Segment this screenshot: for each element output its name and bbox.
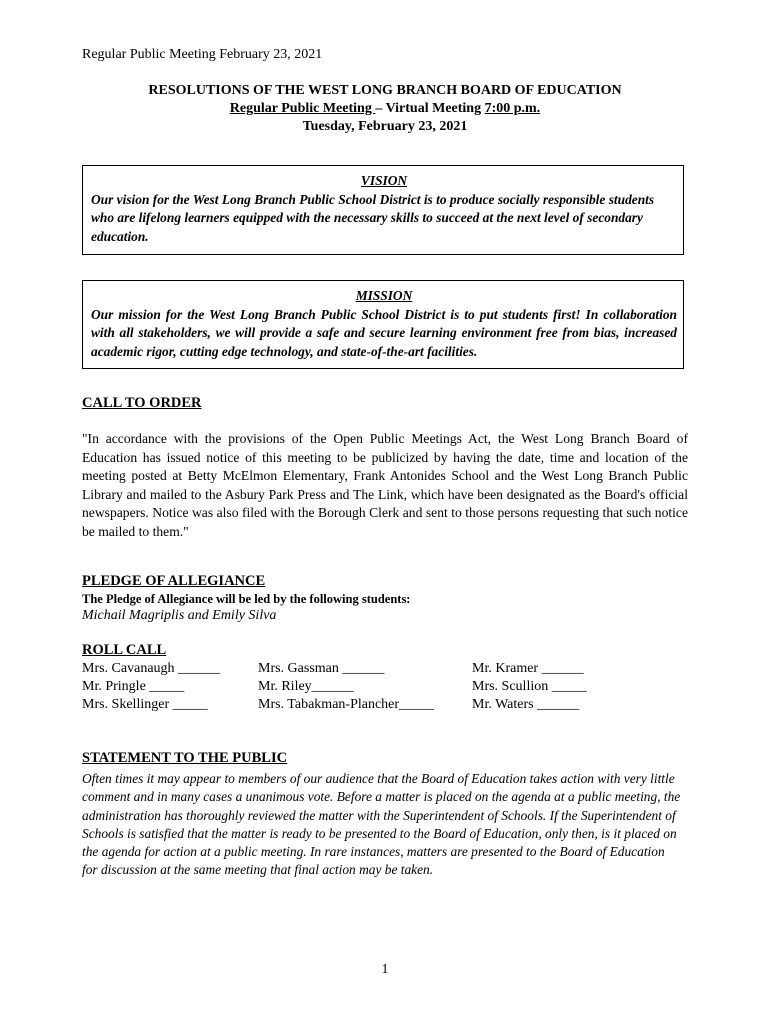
pledge-subheading: The Pledge of Allegiance will be led by the following students: <box>82 592 411 606</box>
call-to-order-heading: CALL TO ORDER <box>82 395 202 411</box>
mission-title: MISSION <box>355 288 413 303</box>
mission-box <box>82 280 684 369</box>
roll-call-column <box>82 660 220 714</box>
meeting-date: Tuesday, February 23, 2021 <box>302 119 468 134</box>
roll-call-member: Mr. Kramer ______ <box>472 661 584 676</box>
vision-box <box>82 165 684 255</box>
roll-call-column <box>258 660 434 714</box>
statement-heading: STATEMENT TO THE PUBLIC <box>82 750 288 766</box>
page-number: 1 <box>381 962 389 977</box>
roll-call-member: Mrs. Tabakman-Plancher_____ <box>258 697 435 712</box>
roll-call-member: Mrs. Skellinger _____ <box>82 697 208 712</box>
document-title: RESOLUTIONS OF THE WEST LONG BRANCH BOARD OF EDUCATION <box>148 83 622 98</box>
meeting-format: – Virtual Meeting <box>375 101 485 116</box>
title-block <box>0 82 770 136</box>
roll-call-heading: ROLL CALL <box>82 642 167 658</box>
pledge-students: Michail Magriplis and Emily Silva <box>82 608 277 623</box>
call-to-order-text: "In accordance with the provisions of the Open Public Meetings Act, the West Long Branch Board of Education has issued notice of this meeting to be publicized by having the date, time and location of the meeting posted at Betty McElmon Elementary, Frank Antonides School and the West Long Branch Public Library and mailed to the Asbury Park Press and The Link, which have been designated as the Board's official newspapers. Notice was also filed with the Borough Clerk and sent to those persons requesting that such notice be mailed to them." <box>82 431 688 539</box>
vision-text: Our vision for the West Long Branch Public School District is to produce socially responsible students who are lifelong learners equipped with the necessary skills to succeed at the next level of secondary education. <box>91 191 655 244</box>
roll-call-member: Mr. Riley______ <box>258 679 354 694</box>
meeting-type: Regular Public Meeting <box>229 101 376 116</box>
roll-call-member: Mr. Pringle _____ <box>82 679 185 694</box>
statement-text: Often times it may appear to members of our audience that the Board of Education takes action with very little comment and in many cases a unanimous vote. Before a matter is placed on the agenda at a public meeting, the administration has thoroughly reviewed the matter with the Superintendent of Schools. If the Superintendent of Schools is satisfied that the matter is ready to be presented to the Board of Education, only then, is it placed on the agenda for action at a public meeting. In rare instances, matters are presented to the Board of Education for discussion at the same meeting that final action may be taken. <box>82 771 681 878</box>
vision-title: VISION <box>360 173 408 188</box>
roll-call-column <box>472 660 587 714</box>
meeting-subtitle <box>0 100 770 118</box>
roll-call-member: Mrs. Cavanaugh ______ <box>82 661 221 676</box>
roll-call-member: Mrs. Gassman ______ <box>258 661 385 676</box>
roll-call-member: Mrs. Scullion _____ <box>472 679 587 694</box>
roll-call-member: Mr. Waters ______ <box>472 697 580 712</box>
running-header: Regular Public Meeting February 23, 2021 <box>82 47 323 62</box>
meeting-time: 7:00 p.m. <box>484 101 541 116</box>
pledge-heading: PLEDGE OF ALLEGIANCE <box>82 573 266 589</box>
mission-text: Our mission for the West Long Branch Public School District is to put students first! In collaboration with all stakeholders, we will provide a safe and secure learning environment free from bias, increased academic rigor, cutting edge technology, and state-of-the-art facilities. <box>91 306 677 359</box>
